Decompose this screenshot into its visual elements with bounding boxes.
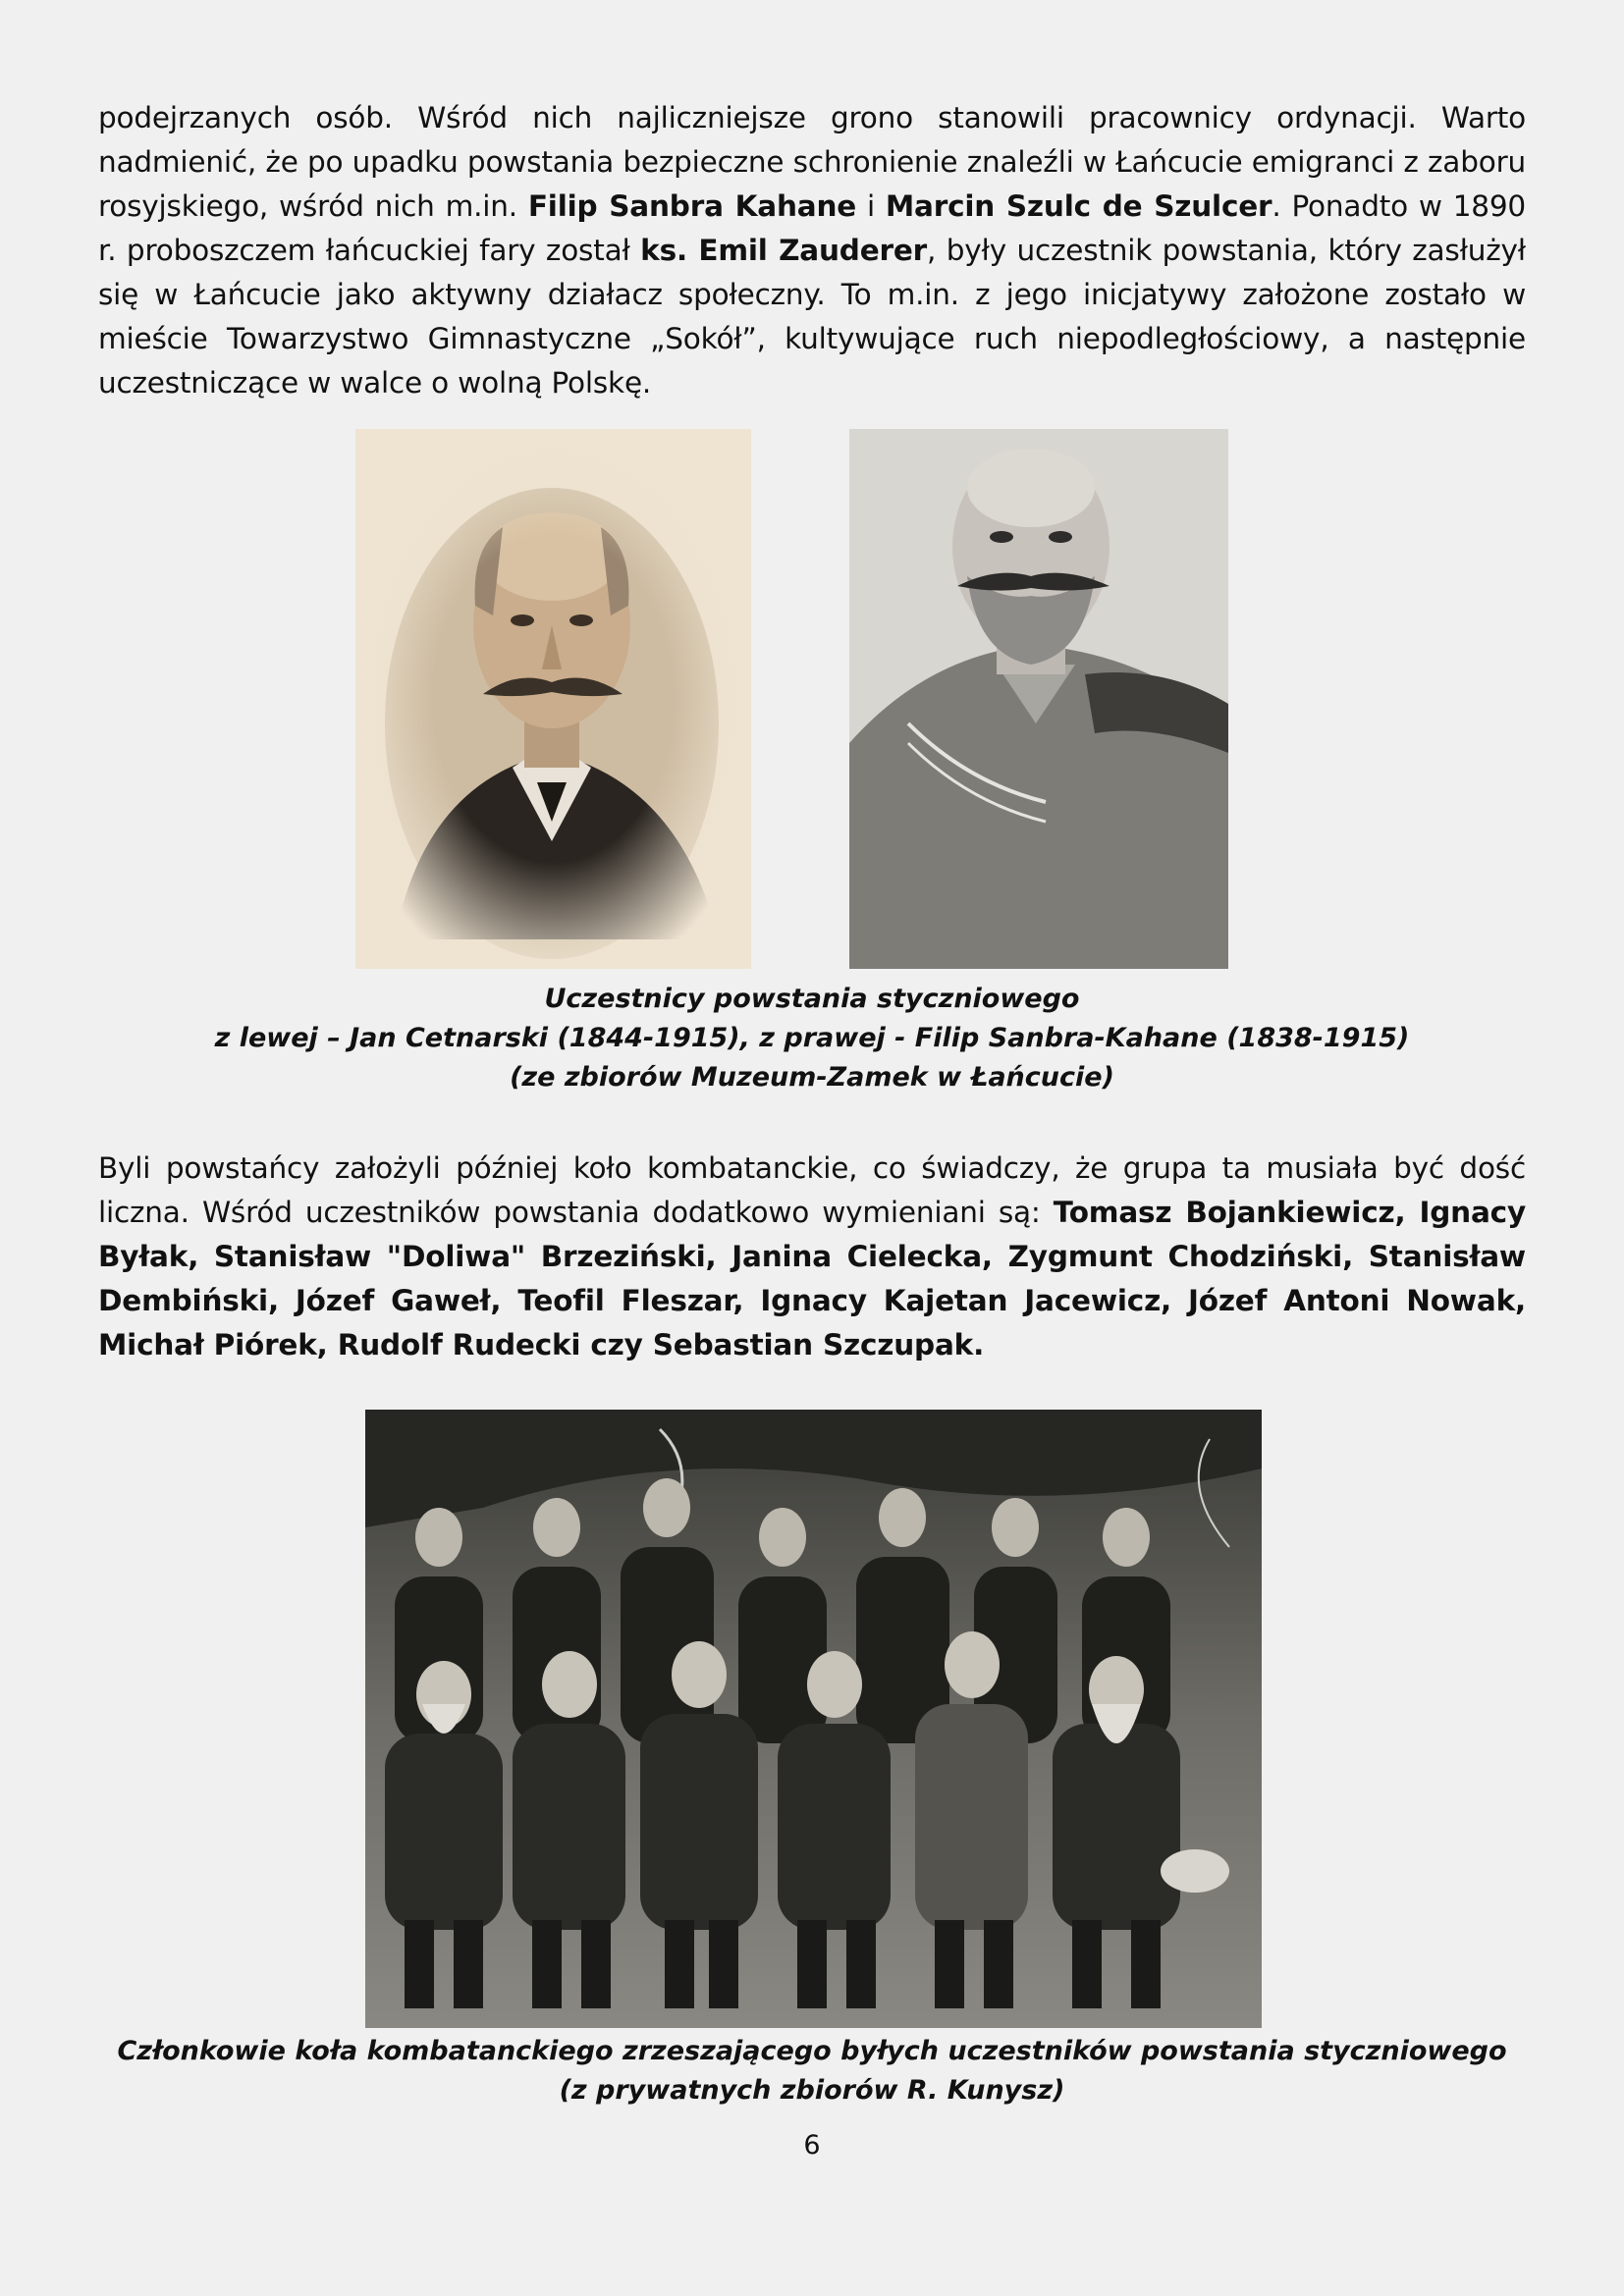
participant-names-list: Tomasz Bojankiewicz, Ignacy Byłak, Stanisław "Doliwa" Brzeziński, Janina Cielecka, Zygmunt Chodziński, Stanisław Dembiński, Józef Gaweł, Teofil Fleszar, Ignacy Kajetan Jacewicz, Józef Antoni Nowak, Michał Piórek, Rudolf Rudecki czy Sebastian Szczupak. xyxy=(98,1196,1526,1362)
paragraph-1-text-1: podejrzanych osób. Wśród nich najliczniejsze grono stanowili pracownicy ordynacji. Warto nadmienić, że po upadku powstania bezpieczne schronienie znaleźli w Łańcucie emigranci z zaboru rosyjskiego, wśród nich m.in. xyxy=(98,101,1526,223)
name-emil-zauderer: ks. Emil Zauderer xyxy=(640,234,928,267)
portrait-photo-right xyxy=(849,429,1228,969)
paragraph-2-text: Byli powstańcy założyli później koło kombatanckie, co świadczy, że grupa ta musiała być dość liczna. Wśród uczestników powstania dodatkowo wymieniani są: xyxy=(98,1151,1526,1229)
caption-group-line-2: (z prywatnych zbiorów R. Kunysz) xyxy=(559,2075,1065,2106)
caption-portraits-line-2: z lewej – Jan Cetnarski (1844-1915), z prawej - Filip Sanbra-Kahane (1838-1915) xyxy=(214,1023,1410,1053)
paragraph-2 xyxy=(98,1147,1526,1367)
paragraph-1-text-4: , były uczestnik powstania, który zasłużył się w Łańcucie jako aktywny działacz społeczny. To m.in. z jego inicjatywy założone zostało w mieście Towarzystwo Gimnastyczne „Sokół”, kultywujące ruch niepodległościowy, a następnie uczestniczące w walce o wolną Polskę. xyxy=(98,234,1526,400)
name-marcin-szulc: Marcin Szulc de Szulcer xyxy=(885,189,1272,223)
paragraph-1-text-3: . Ponadto w 1890 r. proboszczem łańcuckiej fary został xyxy=(98,189,1526,267)
caption-portraits-line-3: (ze zbiorów Muzeum-Zamek w Łańcucie) xyxy=(510,1062,1114,1093)
caption-portraits xyxy=(98,980,1526,1097)
page-number: 6 xyxy=(803,2130,821,2161)
paragraph-1-text-2: i xyxy=(856,189,886,223)
caption-portraits-line-1: Uczestnicy powstania styczniowego xyxy=(544,984,1080,1014)
caption-group-line-1: Członkowie koła kombatanckiego zrzeszającego byłych uczestników powstania styczniowego xyxy=(117,2036,1507,2066)
portrait-photo-left xyxy=(355,429,751,969)
name-filip-sanbra-kahane: Filip Sanbra Kahane xyxy=(527,189,857,223)
paragraph-1 xyxy=(98,96,1526,405)
group-photo xyxy=(365,1410,1262,2028)
caption-group-photo xyxy=(98,2032,1526,2110)
